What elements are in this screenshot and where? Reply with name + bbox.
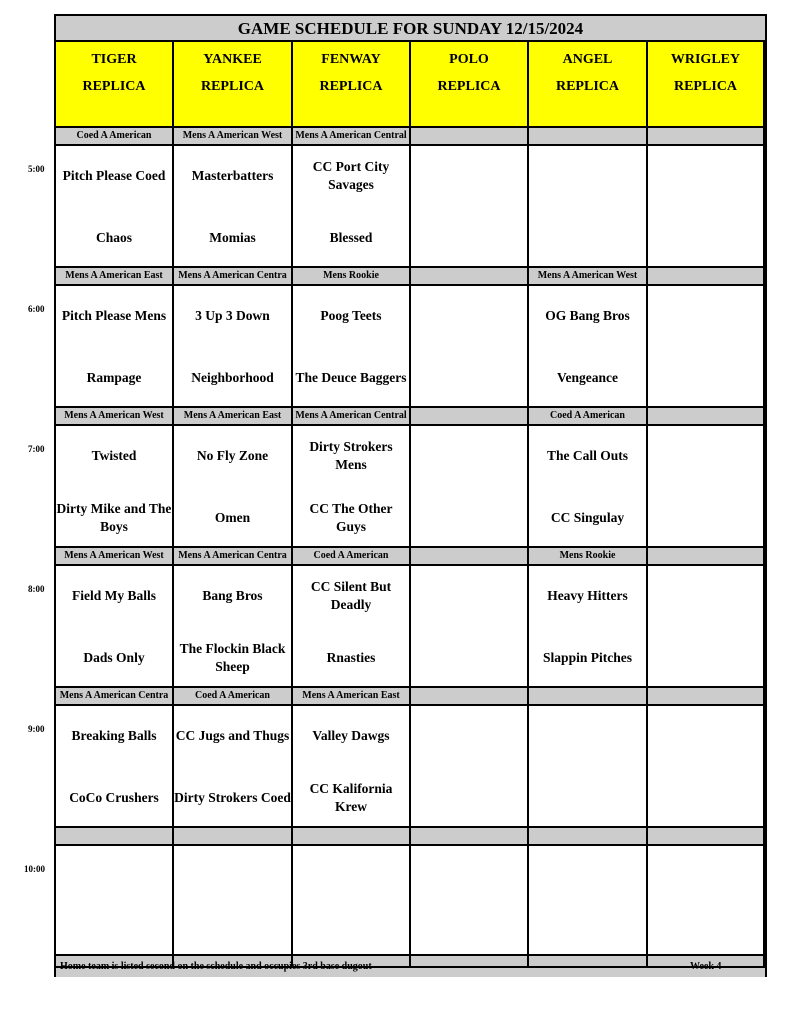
field-header-polo [411,42,529,128]
schedule-sheet [54,14,767,977]
game-cell [529,286,648,408]
away-team: CC Port City Savages [312,159,390,192]
away-team [56,851,172,901]
away-team: Pitch Please Coed [62,168,166,183]
game-cell [293,426,411,548]
away-team [174,851,291,901]
away-team [648,291,763,341]
away-team: CC Silent But Deadly [310,579,392,612]
field-name: WRIGLEY [670,52,741,67]
away-team [293,851,409,901]
away-team: Breaking Balls [71,728,157,743]
division-label [529,688,648,706]
game-cell [174,286,293,408]
time-label: 7:00 [28,444,45,454]
home-team: CoCo Crushers [69,790,159,805]
division-label [648,688,765,706]
home-team [529,213,646,263]
game-cell [56,286,174,408]
game-cell [293,286,411,408]
away-team [411,711,527,761]
division-label [529,828,648,846]
home-team [411,633,527,683]
game-cell [56,426,174,548]
game-cell [174,566,293,688]
away-team: OG Bang Bros [545,308,630,323]
game-cell [411,566,529,688]
time-label: 5:00 [28,164,45,174]
away-team [411,291,527,341]
division-label [411,828,529,846]
division-label [648,548,765,566]
game-cell [648,566,765,688]
home-team: Rampage [86,370,142,385]
field-name: FENWAY [321,52,381,67]
away-team [411,571,527,621]
away-team: 3 Up 3 Down [195,308,270,323]
home-team: CC Singulay [550,510,625,525]
field-header-tiger [56,42,174,128]
home-team: CC Kalifornia Krew [309,781,393,814]
field-header-fenway [293,42,411,128]
division-label [648,408,765,426]
field-type: REPLICA [82,79,146,94]
home-team: Rnasties [326,650,376,665]
division-label: Coed A American [56,128,174,146]
home-team: Dads Only [83,650,145,665]
game-cell [293,846,411,968]
home-team: The Flockin Black Sheep [179,641,286,674]
division-label: Mens A American East [56,268,174,286]
home-team [648,353,763,403]
game-cell [411,426,529,548]
away-team [648,151,763,201]
home-team [648,213,763,263]
division-label: Mens A American West [529,268,648,286]
division-label: Mens A American West [56,548,174,566]
footer-note: Home team is listed second on the schedule and occupies 3rd base dugout [60,961,372,972]
home-team [648,493,763,543]
home-team [293,913,409,963]
field-type: REPLICA [555,79,619,94]
away-team: Poog Teets [320,308,382,323]
time-label: 9:00 [28,724,45,734]
home-team [411,913,527,963]
division-label: Coed A American [529,408,648,426]
home-team: CC The Other Guys [309,501,393,534]
division-label: Mens A American West [56,408,174,426]
field-type: REPLICA [673,79,737,94]
away-team: Valley Dawgs [312,728,390,743]
away-team: Field My Balls [72,588,156,603]
field-name: POLO [449,52,489,67]
field-header-angel [529,42,648,128]
away-team [529,151,646,201]
field-header-wrigley [648,42,765,128]
division-label [174,828,293,846]
home-team [529,913,646,963]
home-team [411,773,527,823]
away-team: Pitch Please Mens [61,308,167,323]
away-team [529,851,646,901]
game-cell [529,706,648,828]
division-label: Coed A American [293,548,411,566]
game-cell [648,146,765,268]
game-cell [529,566,648,688]
game-cell [648,846,765,968]
division-label: Mens A American Centra [174,548,293,566]
away-team: Twisted [91,448,137,463]
away-team: Bang Bros [202,588,263,603]
away-team: Masterbatters [191,168,274,183]
schedule-title: GAME SCHEDULE FOR SUNDAY 12/15/2024 [56,16,765,42]
home-team [174,913,291,963]
field-type: REPLICA [319,79,383,94]
game-cell [174,706,293,828]
field-name: ANGEL [562,52,613,67]
game-cell [529,846,648,968]
division-label [293,828,411,846]
division-label [411,128,529,146]
game-cell [56,146,174,268]
game-cell [174,426,293,548]
week-label: Week 4 [690,961,722,972]
field-name: YANKEE [203,52,262,67]
time-label: 8:00 [28,584,45,594]
field-name: TIGER [91,52,137,67]
division-label: Mens A American West [174,128,293,146]
division-label: Mens A American Centra [174,268,293,286]
division-label: Mens Rookie [293,268,411,286]
home-team [56,913,172,963]
home-team: Momias [209,230,256,245]
away-team: Heavy Hitters [547,588,628,603]
home-team [529,773,646,823]
away-team [648,571,763,621]
game-cell [529,146,648,268]
home-team: Vengeance [557,370,618,385]
home-team: Omen [214,510,251,525]
division-label [648,268,765,286]
field-type: REPLICA [437,79,501,94]
division-label: Mens A American Central [293,128,411,146]
division-label: Mens A American East [293,688,411,706]
division-label [56,828,174,846]
home-team: Slappin Pitches [543,650,632,665]
game-cell [648,286,765,408]
home-team: The Deuce Baggers [295,370,407,385]
game-cell [411,286,529,408]
away-team [648,711,763,761]
game-cell [174,846,293,968]
field-header-yankee [174,42,293,128]
division-label: Mens Rookie [529,548,648,566]
away-team [529,711,646,761]
home-team [411,213,527,263]
game-cell [411,846,529,968]
home-team: Blessed [329,230,373,245]
game-cell [56,566,174,688]
game-cell [56,706,174,828]
game-cell [411,146,529,268]
home-team: Dirty Strokers Coed [174,790,291,805]
division-label [529,128,648,146]
game-cell [293,706,411,828]
home-team: Dirty Mike and The Boys [56,501,172,534]
home-team [411,353,527,403]
game-cell [293,146,411,268]
time-label: 10:00 [24,864,45,874]
home-team [648,913,763,963]
away-team: Dirty Strokers Mens [309,439,393,472]
away-team: CC Jugs and Thugs [175,728,290,743]
home-team [648,773,763,823]
away-team: The Call Outs [546,448,628,463]
division-label [648,828,765,846]
away-team [411,151,527,201]
division-label [648,128,765,146]
field-type: REPLICA [200,79,264,94]
division-label [411,268,529,286]
game-cell [648,426,765,548]
away-team [411,851,527,901]
home-team [411,493,527,543]
game-cell [648,706,765,828]
game-cell [411,706,529,828]
division-label [411,688,529,706]
away-team [648,851,763,901]
division-label: Mens A American Central [293,408,411,426]
game-cell [293,566,411,688]
division-label: Mens A American Centra [56,688,174,706]
away-team: No Fly Zone [196,448,269,463]
game-cell [56,846,174,968]
away-team [411,431,527,481]
home-team [648,633,763,683]
division-label [411,408,529,426]
home-team: Neighborhood [191,370,274,385]
game-cell [529,426,648,548]
division-label: Mens A American East [174,408,293,426]
home-team: Chaos [95,230,132,245]
away-team [648,431,763,481]
game-cell [174,146,293,268]
division-label [411,548,529,566]
division-label: Coed A American [174,688,293,706]
time-label: 6:00 [28,304,45,314]
